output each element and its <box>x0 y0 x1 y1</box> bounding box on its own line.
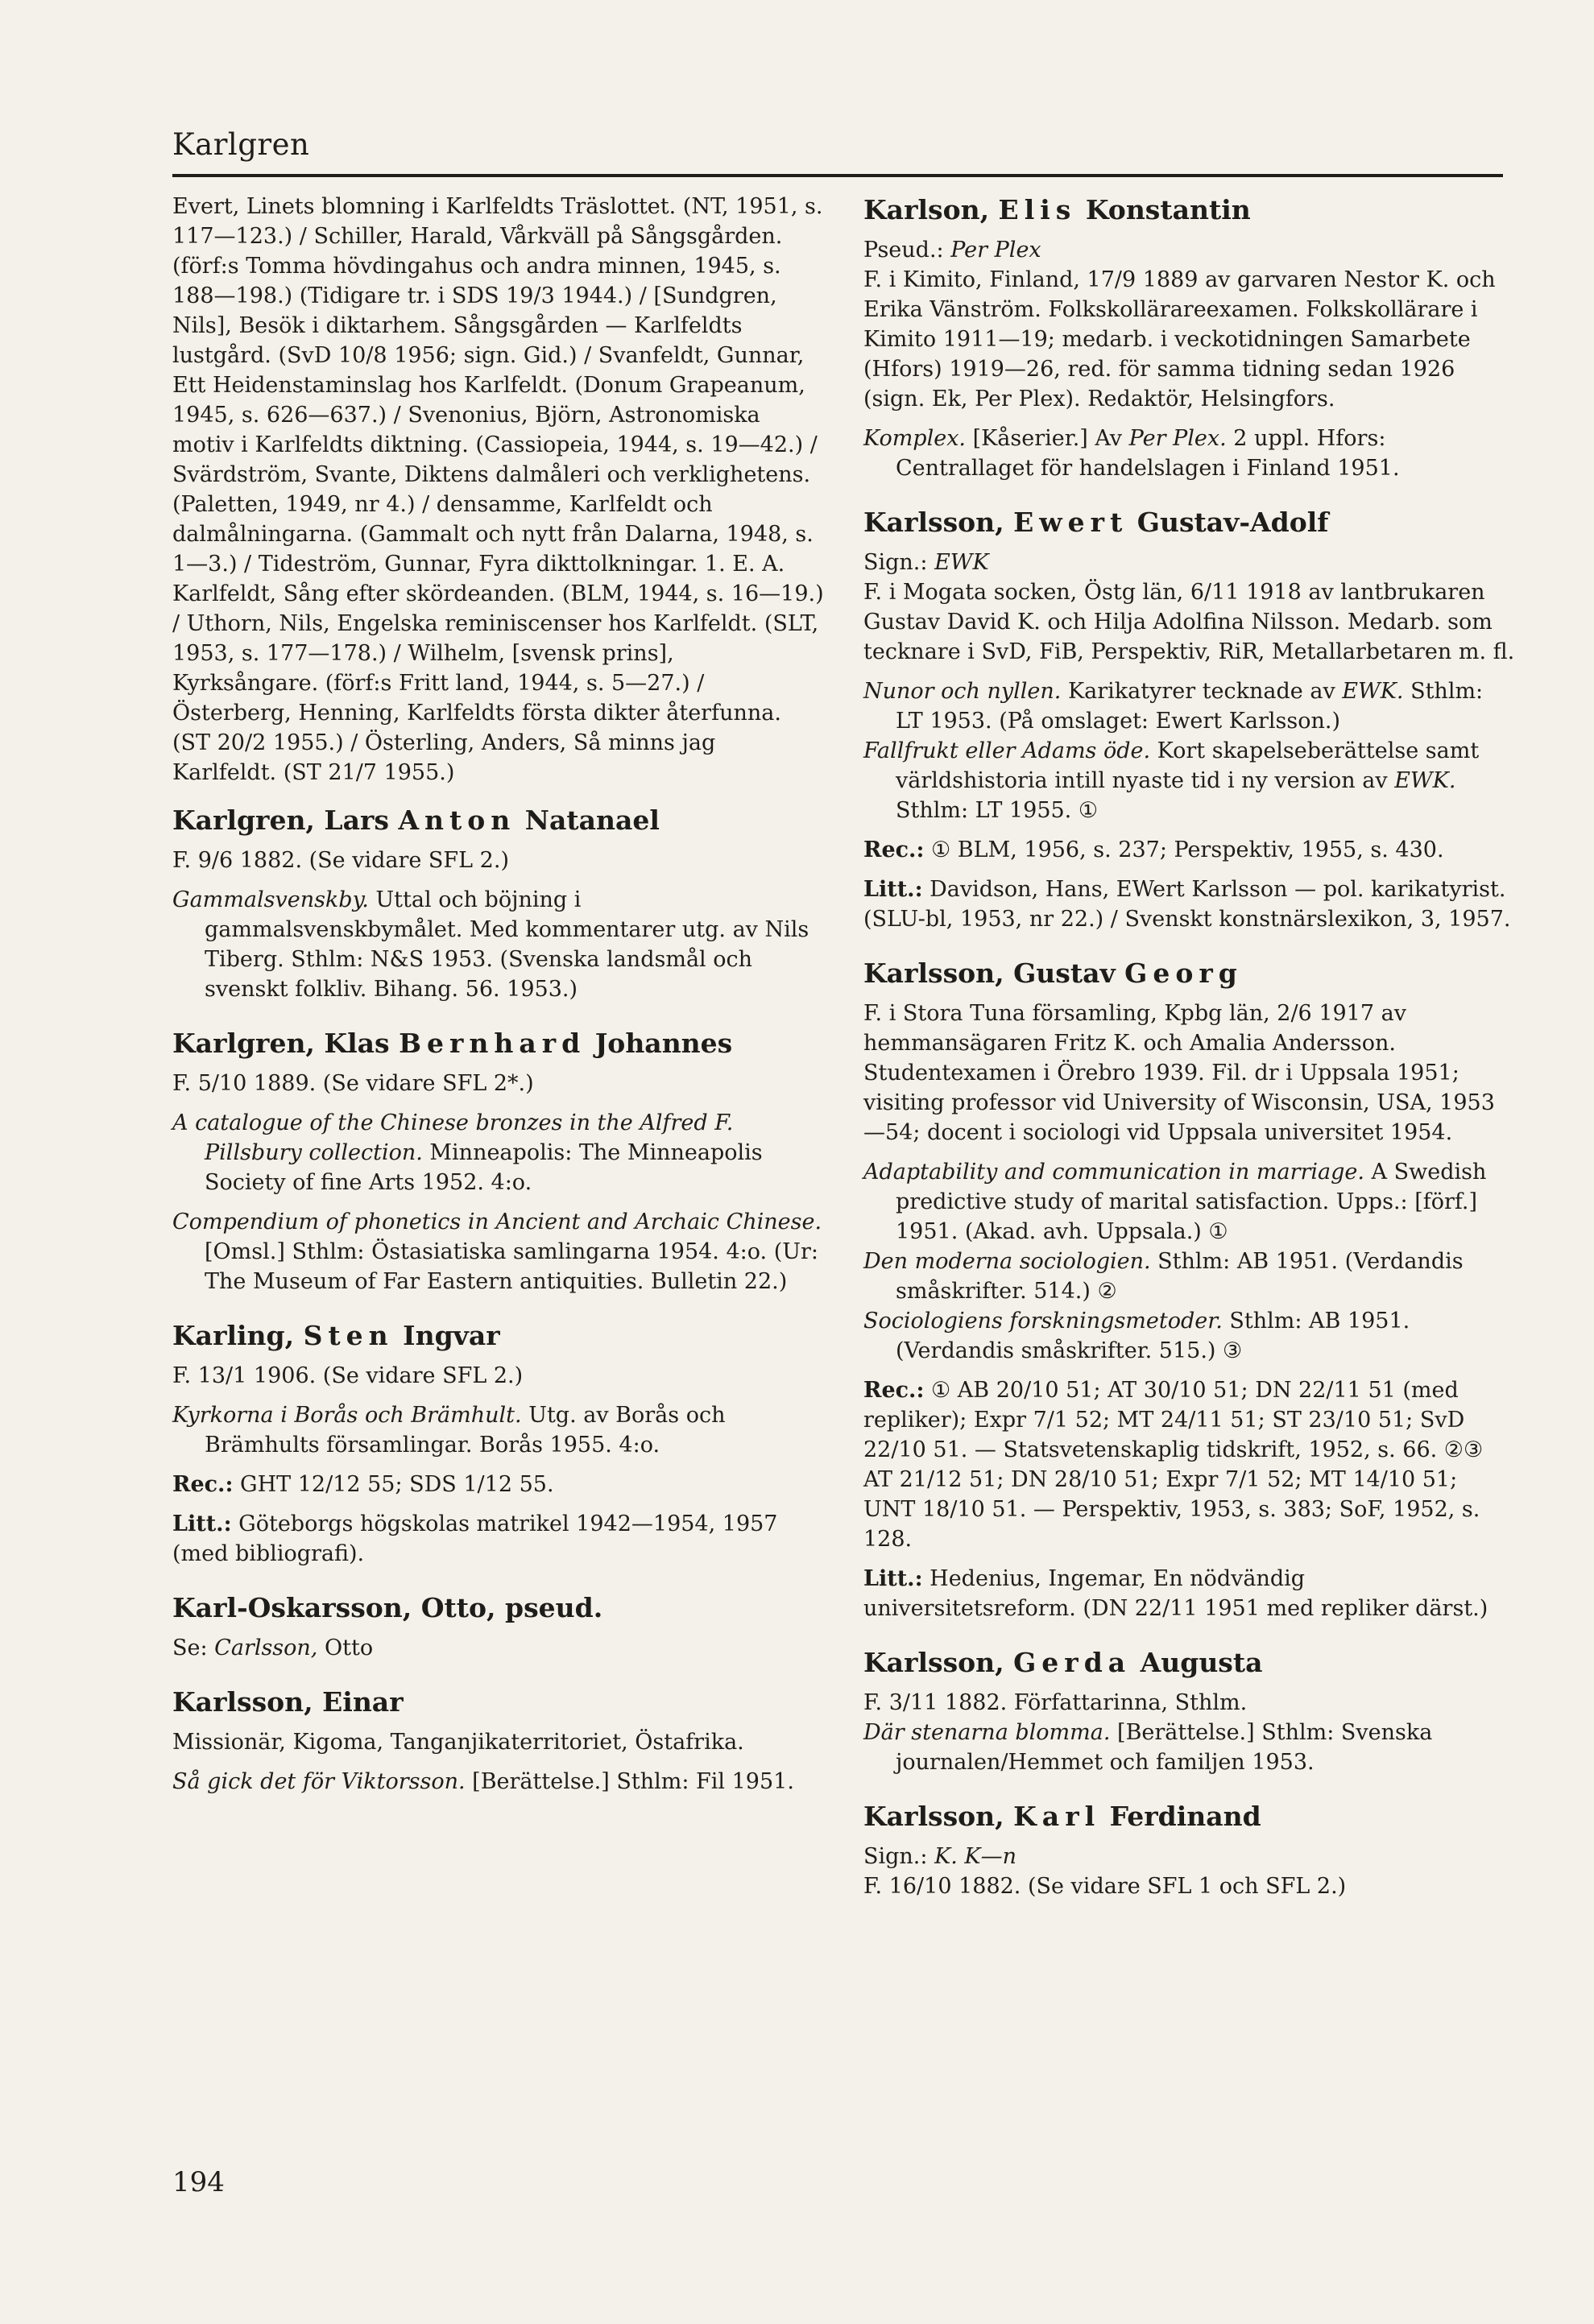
entry-literature: Litt.: Göteborgs högskolas matrikel 1942—1954, 1957 (med bibliografi). <box>172 1511 778 1566</box>
entry-birth: F. 5/10 1889. (Se vidare SFL 2*.) <box>172 1071 534 1096</box>
entry-karl-oskarsson <box>172 1590 825 1663</box>
entry-biography: F. i Stora Tuna församling, Kpbg län, 2/6 1917 av hemmansägaren Fritz K. och Amalia Andersson. Studentexamen i Örebro 1939. Fil. dr i Uppsala 1951; visiting professor vid University of Wisconsin, USA, 1953—54; docent i sociologi vid Uppsala universitet 1954. <box>863 1001 1495 1145</box>
entry-reviews: Rec.: ① AB 20/10 51; AT 30/10 51; DN 22/11 51 (med repliker); Expr 7/1 52; MT 24/11 51; ST 23/10 51; SvD 22/10 51. — Statsvetenskaplig tidskrift, 1952, s. 66. ②③ AT 21/12 51; DN 28/10 51; Expr 7/1 52; MT 14/10 51; UNT 18/10 51. — Perspektiv, 1953, s. 383; SoF, 1952, s. 128. <box>863 1378 1484 1552</box>
entry-heading: Karlsson, Einar <box>172 1686 404 1718</box>
entry-work: Så gick det för Viktorsson. [Berättelse.] Sthlm: Fil 1951. <box>172 1769 794 1794</box>
entry-work: Sociologiens forskningsmetoder. Sthlm: AB 1951. (Verdandis småskrifter. 515.) ③ <box>863 1309 1410 1363</box>
page-number: 194 <box>172 2166 225 2198</box>
entry-work: Den moderna sociologien. Sthlm: AB 1951. (Verdandis småskrifter. 514.) ② <box>863 1249 1464 1304</box>
entry-description: Missionär, Kigoma, Tanganjikaterritoriet, Östafrika. <box>172 1730 744 1755</box>
entry-biography: F. i Mogata socken, Östg län, 6/11 1918 av lantbrukaren Gustav David K. och Hilja Adolfina Nilsson. Medarb. som tecknare i SvD, FiB, Perspektiv, RiR, Metallarbetaren m. fl. <box>863 580 1515 664</box>
entry-karlsson-georg <box>863 955 1516 1623</box>
left-column <box>172 192 825 1817</box>
entry-literature: Litt.: Davidson, Hans, EWert Karlsson — pol. karikatyrist. (SLU-bl, 1953, nr 22.) / Svenskt konstnärslexikon, 3, 1957. <box>863 877 1511 932</box>
entry-heading: Karlson, Elis Konstantin <box>863 194 1251 225</box>
entry-heading: Karling, Sten Ingvar <box>172 1320 500 1351</box>
entry-heading: Karlsson, Gerda Augusta <box>863 1647 1263 1678</box>
entry-work: Adaptability and communication in marriage. A Swedish predictive study of marital satisfaction. Upps.: [förf.] 1951. (Akad. avh. Uppsala.) ① <box>863 1160 1487 1244</box>
entry-birth: F. 16/10 1882. (Se vidare SFL 1 och SFL 2.) <box>863 1874 1347 1899</box>
entry-heading: Karl-Oskarsson, Otto, pseud. <box>172 1592 603 1623</box>
entry-karling-sten <box>172 1317 825 1569</box>
entry-signature: Sign.: EWK <box>863 550 989 575</box>
entry-karlsson-gerda <box>863 1644 1516 1777</box>
running-header: Karlgren <box>172 127 310 162</box>
entry-heading: Karlsson, Gustav Georg <box>863 957 1243 989</box>
entry-biography: F. i Kimito, Finland, 17/9 1889 av garvaren Nestor K. och Erika Vänström. Folkskollärareexamen. Folkskollärare i Kimito 1911—19; medarb. i veckotidningen Samarbete (Hfors) 1919—26, red. för samma tidning sedan 1926 (sign. Ek, Per Plex). Redaktör, Helsingfors. <box>863 267 1496 411</box>
entry-karlsson-einar <box>172 1684 825 1797</box>
entry-reviews: Rec.: ① BLM, 1956, s. 237; Perspektiv, 1955, s. 430. <box>863 837 1444 862</box>
entry-work: Compendium of phonetics in Ancient and Archaic Chinese. [Omsl.] Sthlm: Östasiatiska samlingarna 1954. 4:o. (Ur: The Museum of Far Eastern antiquities. Bulletin 22.) <box>172 1210 822 1294</box>
entry-karlgren-lars <box>172 802 825 1004</box>
entry-work: Där stenarna blomma. [Berättelse.] Sthlm: Svenska journalen/Hemmet och familjen 1953. <box>863 1720 1433 1775</box>
entry-heading: Karlgren, Klas Bernhard Johannes <box>172 1028 733 1059</box>
entry-pseudonym: Pseud.: Per Plex <box>863 238 1041 263</box>
entry-literature: Litt.: Hedenius, Ingemar, En nödvändig universitetsreform. (DN 22/11 1951 med repliker därst.) <box>863 1566 1488 1621</box>
entry-work: Nunor och nyllen. Karikatyrer tecknade av EWK. Sthlm: LT 1953. (På omslaget: Ewert Karlsson.) <box>863 679 1484 734</box>
entry-karlsson-ewert <box>863 504 1516 934</box>
entry-work: Kyrkorna i Borås och Brämhult. Utg. av Borås och Brämhults församlingar. Borås 1955. 4:o. <box>172 1403 726 1458</box>
entry-birth: F. 3/11 1882. Författarinna, Sthlm. <box>863 1690 1248 1715</box>
entry-heading: Karlsson, Ewert Gustav-Adolf <box>863 507 1329 538</box>
entry-work: A catalogue of the Chinese bronzes in the Alfred F. Pillsbury collection. Minneapolis: The Minneapolis Society of fine Arts 1952. 4:o. <box>172 1110 763 1195</box>
entry-work: Fallfrukt eller Adams öde. Kort skapelseberättelse samt världshistoria intill nyaste tid i ny version av EWK. Sthlm: LT 1955. ① <box>863 738 1480 823</box>
entry-signature: Sign.: K. K—n <box>863 1844 1016 1869</box>
entry-reviews: Rec.: GHT 12/12 55; SDS 1/12 55. <box>172 1472 554 1497</box>
entry-karlson-elis <box>863 192 1516 483</box>
entry-work: Komplex. [Kåserier.] Av Per Plex. 2 uppl. Hfors: Centrallaget för handelslagen i Finland 1951. <box>863 426 1400 481</box>
right-column <box>863 192 1516 1922</box>
continuation-text: Evert, Linets blomning i Karlfeldts Träslottet. (NT, 1951, s. 117—123.) / Schiller, Harald, Vårkväll på Sångsgården. (förf:s Tomma hövdingahus och andra minnen, 1945, s. 188—198.) (Tidigare tr. i SDS 19/3 1944.) / [Sundgren, Nils], Besök i diktarhem. Sångsgården — Karlfeldts lustgård. (SvD 10/8 1956; sign. Gid.) / Svanfeldt, Gunnar, Ett Heidenstaminslag hos Karlfeldt. (Donum Grapeanum, 1945, s. 626—637.) / Svenonius, Björn, Astronomiska motiv i Karlfeldts diktning. (Cassiopeia, 1944, s. 19—42.) / Svärdström, Svante, Diktens dalmåleri och verklighetens. (Paletten, 1949, nr 4.) / densamme, Karlfeldt och dalmålningarna. (Gammalt och nytt från Dalarna, 1948, s. 1—3.) / Tideström, Gunnar, Fyra dikttolkningar. 1. E. A. Karlfeldt, Sång efter skördeanden. (BLM, 1944, s. 16—19.) / Uthorn, Nils, Engelska reminiscenser hos Karlfeldt. (SLT, 1953, s. 177—178.) / Wilhelm, [svensk prins], Kyrksångare. (förf:s Fritt land, 1944, s. 5—27.) / Österberg, Henning, Karlfeldts första dikter återfunna. (ST 20/2 1955.) / Österling, Anders, Så minns jag Karlfeldt. (ST 21/7 1955.) <box>172 194 824 785</box>
entry-heading: Karlgren, Lars Anton Natanael <box>172 804 660 836</box>
entry-birth: F. 9/6 1882. (Se vidare SFL 2.) <box>172 848 509 873</box>
entry-see-reference: Se: Carlsson, Otto <box>172 1635 374 1660</box>
entry-karlsson-karl <box>863 1798 1516 1901</box>
header-rule <box>172 174 1503 177</box>
entry-heading: Karlsson, Karl Ferdinand <box>863 1801 1261 1832</box>
entry-birth: F. 13/1 1906. (Se vidare SFL 2.) <box>172 1363 524 1388</box>
entry-work: Gammalsvenskby. Uttal och böjning i gammalsvenskbymålet. Med kommentarer utg. av Nils Tiberg. Sthlm: N&S 1953. (Svenska landsmål och svenskt folkliv. Bihang. 56. 1953.) <box>172 887 809 1002</box>
entry-karlgren-klas <box>172 1025 825 1296</box>
